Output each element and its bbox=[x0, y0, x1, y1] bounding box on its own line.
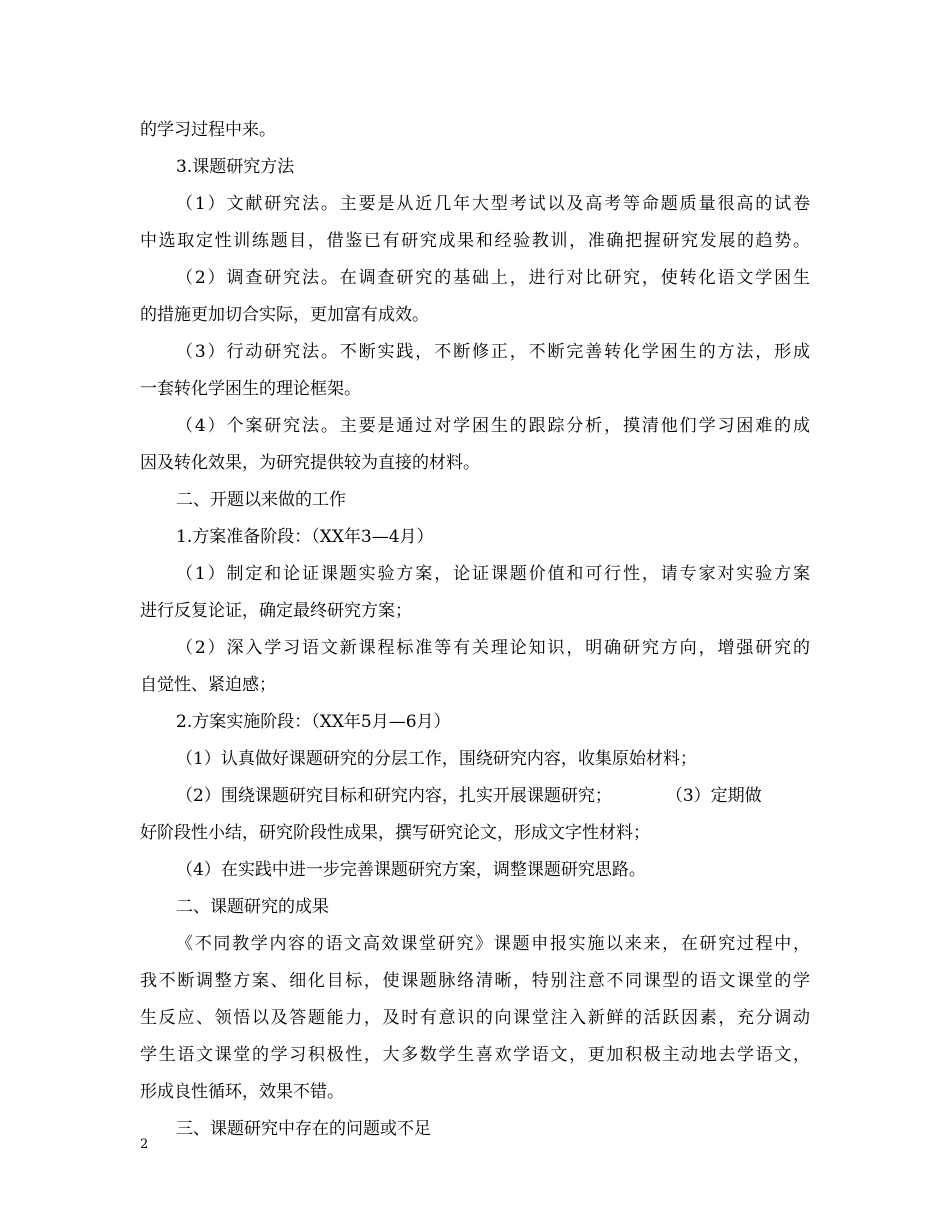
text-line: （1）制定和论证课题实验方案，论证课题价值和可行性，请专家对实验方案 bbox=[176, 564, 810, 584]
text-line: （2）围绕课题研究目标和研究内容，扎实开展课题研究； （3）定期做 bbox=[176, 786, 762, 806]
page-number: 2 bbox=[140, 1137, 149, 1152]
text-line: （3）行动研究法。不断实践，不断修正，不断完善转化学困生的方法，形成 bbox=[176, 342, 810, 362]
text-line: 我不断调整方案、细化目标，使课题脉络清晰，特别注意不同课型的语文课堂的学 bbox=[140, 971, 810, 991]
text-line: 好阶段性小结，研究阶段性成果，撰写研究论文，形成文字性材料； bbox=[140, 823, 650, 843]
text-line: 自觉性、紧迫感； bbox=[140, 675, 276, 695]
text-line: （2）深入学习语文新课程标准等有关理论知识，明确研究方向，增强研究的 bbox=[176, 638, 810, 658]
text-line: 一套转化学困生的理论框架。 bbox=[140, 379, 361, 399]
text-line: （1）文献研究法。主要是从近几年大型考试以及高考等命题质量很高的试卷 bbox=[176, 194, 810, 214]
text-line: 因及转化效果，为研究提供较为直接的材料。 bbox=[140, 453, 480, 473]
section-heading: 二、开题以来做的工作 bbox=[176, 490, 346, 510]
text-line: 《不同教学内容的语文高效课堂研究》课题申报实施以来来，在研究过程中， bbox=[176, 934, 810, 954]
section-heading: 3.课题研究方法 bbox=[176, 157, 295, 177]
text-line: 进行反复论证，确定最终研究方案； bbox=[140, 601, 412, 621]
document-body bbox=[140, 112, 810, 1148]
text-line: （2）调查研究法。在调查研究的基础上，进行对比研究，使转化语文学困生 bbox=[176, 268, 810, 288]
text-line: 学生语文课堂的学习积极性，大多数学生喜欢学语文，更加积极主动地去学语文， bbox=[140, 1045, 810, 1065]
text-line: 的学习过程中来。 bbox=[140, 120, 276, 140]
section-heading: 二、课题研究的成果 bbox=[176, 897, 329, 917]
text-line: （1）认真做好课题研究的分层工作，围绕研究内容，收集原始材料； bbox=[176, 749, 697, 769]
subsection-heading: 1.方案准备阶段：（XX年3—4月） bbox=[176, 527, 434, 547]
text-line: 的措施更加切合实际，更加富有成效。 bbox=[140, 305, 429, 325]
subsection-heading: 2.方案实施阶段：（XX年5月—6月） bbox=[176, 712, 451, 732]
text-line: （4）个案研究法。主要是通过对学困生的跟踪分析，摸清他们学习困难的成 bbox=[176, 416, 810, 436]
text-line: 形成良性循环，效果不错。 bbox=[140, 1082, 344, 1102]
text-line: 生反应、领悟以及答题能力，及时有意识的向课堂注入新鲜的活跃因素，充分调动 bbox=[140, 1008, 810, 1028]
text-line: （4）在实践中进一步完善课题研究方案，调整课题研究思路。 bbox=[176, 860, 646, 880]
text-line: 中选取定性训练题目，借鉴已有研究成果和经验教训，准确把握研究发展的趋势。 bbox=[140, 231, 810, 251]
section-heading: 三、课题研究中存在的问题或不足 bbox=[176, 1119, 431, 1139]
